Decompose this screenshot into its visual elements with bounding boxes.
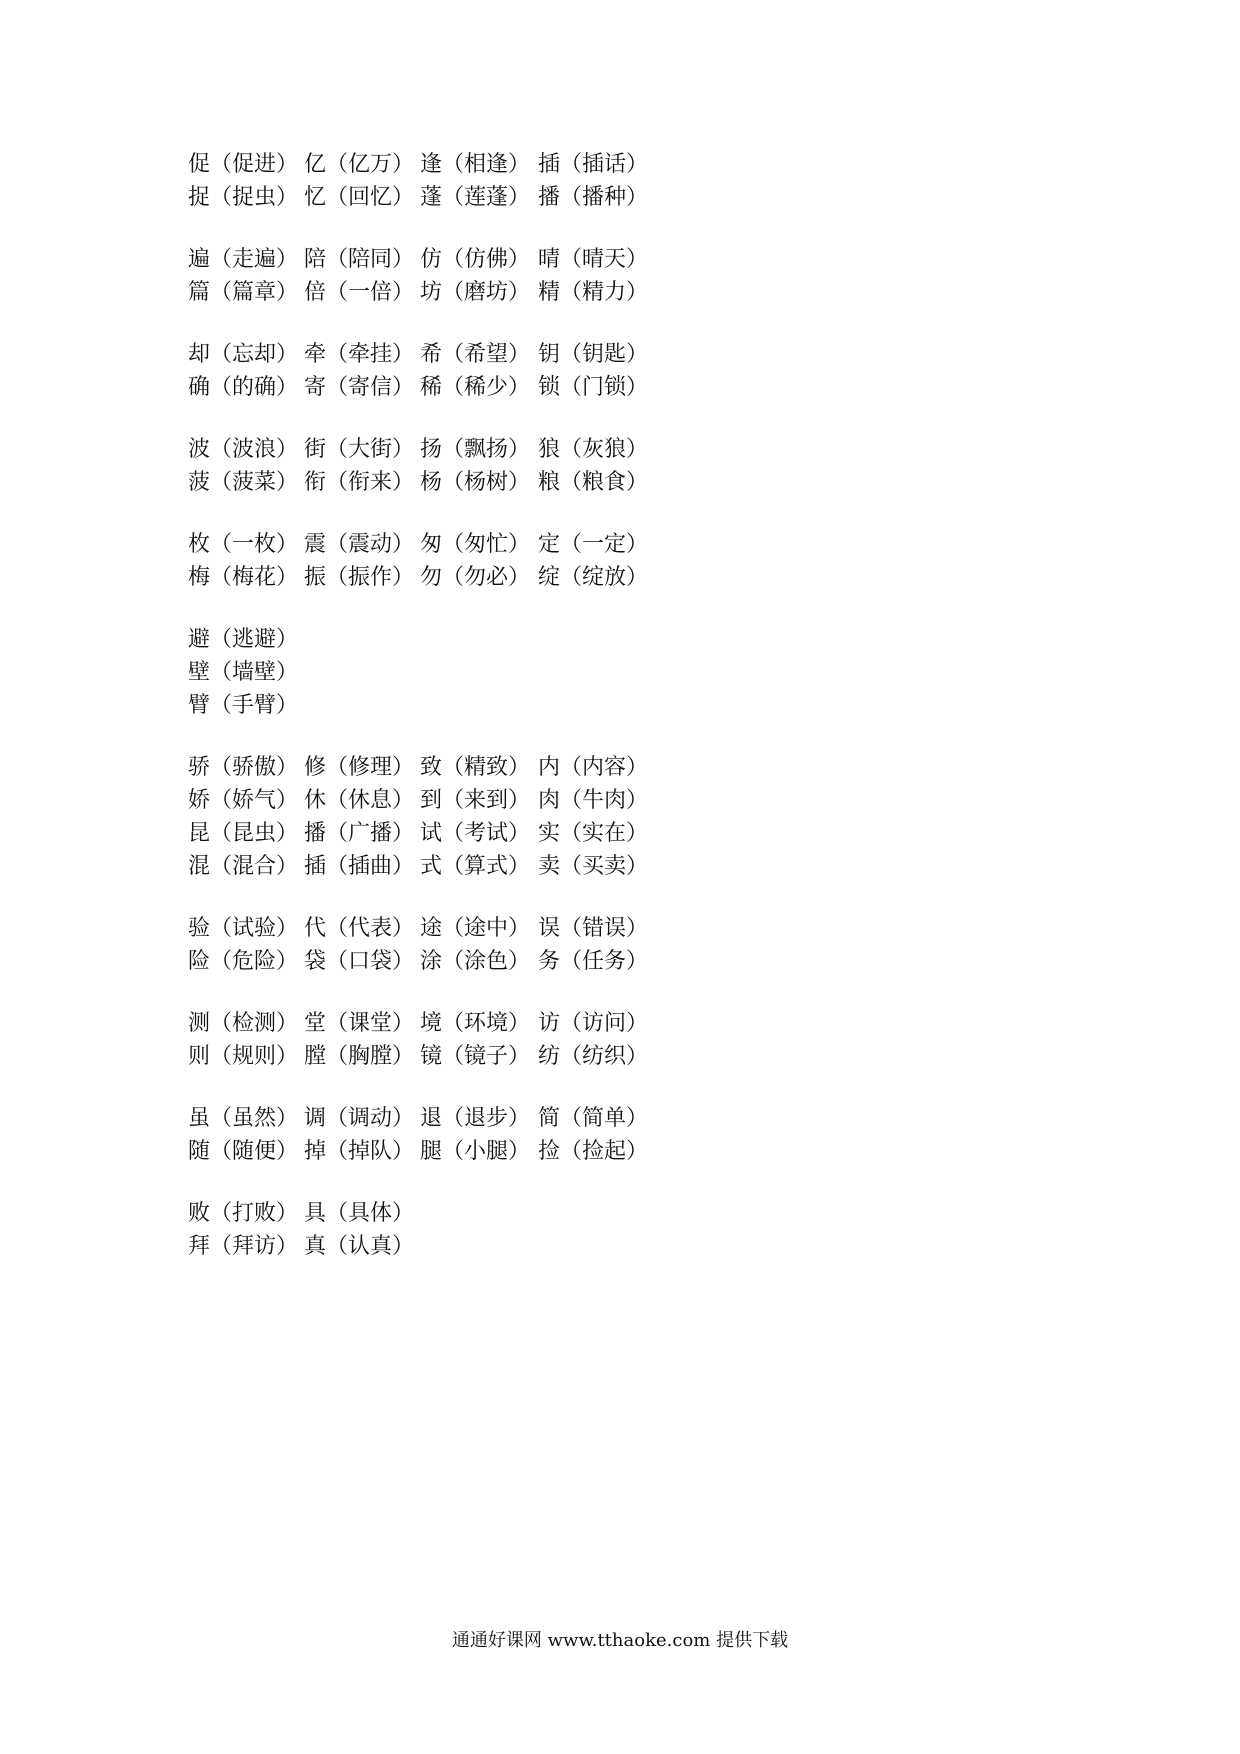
word-entry: 式（算式） — [420, 854, 531, 879]
word-entry: 虽（虽然） — [188, 1106, 299, 1131]
word-entry: 真（认真） — [304, 1234, 415, 1259]
word-entry: 堂（课堂） — [304, 1011, 415, 1036]
word-entry: 菠（菠菜） — [188, 470, 299, 495]
word-entry: 仿（仿佛） — [420, 247, 531, 272]
word-entry: 遍（走遍） — [188, 247, 299, 272]
word-entry: 涂（涂色） — [420, 949, 531, 974]
word-entry: 代（代表） — [304, 916, 415, 941]
word-entry: 退（退步） — [420, 1106, 531, 1131]
word-entry: 到（来到） — [420, 788, 531, 813]
word-entry: 娇（娇气） — [188, 788, 299, 813]
word-entry: 败（打败） — [188, 1201, 299, 1226]
word-entry: 倍（一倍） — [304, 280, 415, 305]
word-entry: 希（希望） — [420, 342, 531, 367]
word-entry: 误（错误） — [538, 916, 649, 941]
word-entry: 稀（稀少） — [420, 375, 531, 400]
word-entry: 修（修理） — [304, 755, 415, 780]
word-entry: 袋（口袋） — [304, 949, 415, 974]
word-entry: 振（振作） — [304, 565, 415, 590]
word-entry: 境（环境） — [420, 1011, 531, 1036]
footer-text: 通通好课网 www.tthaoke.com 提供下载 — [451, 1630, 789, 1651]
word-entry: 内（内容） — [538, 755, 649, 780]
word-entry: 测（检测） — [188, 1011, 299, 1036]
word-entry: 忆（回忆） — [304, 185, 415, 210]
word-entry: 休（休息） — [304, 788, 415, 813]
word-entry: 勿（勿必） — [420, 565, 531, 590]
word-entry: 狼（灰狼） — [538, 437, 649, 462]
word-entry: 捡（捡起） — [538, 1139, 649, 1164]
word-entry: 昆（昆虫） — [188, 821, 299, 846]
word-entry: 避（逃避） — [188, 627, 299, 652]
word-entry: 骄（骄傲） — [188, 755, 299, 780]
word-entry: 粮（粮食） — [538, 470, 649, 495]
word-entry: 确（的确） — [188, 375, 299, 400]
word-entry: 实（实在） — [538, 821, 649, 846]
word-entry: 波（波浪） — [188, 437, 299, 462]
word-entry: 验（试验） — [188, 916, 299, 941]
word-entry: 混（混合） — [188, 854, 299, 879]
word-entry: 枚（一枚） — [188, 532, 299, 557]
word-entry: 途（途中） — [420, 916, 531, 941]
word-entry: 膛（胸膛） — [304, 1044, 415, 1069]
word-entry: 调（调动） — [304, 1106, 415, 1131]
word-entry: 促（促进） — [188, 152, 299, 177]
word-entry: 臂（手臂） — [188, 693, 299, 718]
word-entry: 锁（门锁） — [538, 375, 649, 400]
word-entry: 扬（飘扬） — [420, 437, 531, 462]
word-entry: 牵（牵挂） — [304, 342, 415, 367]
word-entry: 简（简单） — [538, 1106, 649, 1131]
word-entry: 篇（篇章） — [188, 280, 299, 305]
word-entry: 插（插曲） — [304, 854, 415, 879]
word-entry: 务（任务） — [538, 949, 649, 974]
word-entry: 衔（衔来） — [304, 470, 415, 495]
word-entry: 则（规则） — [188, 1044, 299, 1069]
word-entry: 绽（绽放） — [538, 565, 649, 590]
word-entry: 具（具体） — [304, 1201, 415, 1226]
word-entry: 却（忘却） — [188, 342, 299, 367]
word-entry: 匆（匆忙） — [420, 532, 531, 557]
word-entry: 震（震动） — [304, 532, 415, 557]
word-entry: 肉（牛肉） — [538, 788, 649, 813]
word-entry: 亿（亿万） — [304, 152, 415, 177]
word-entry: 拜（拜访） — [188, 1234, 299, 1259]
word-entry: 晴（晴天） — [538, 247, 649, 272]
word-entry: 捉（捉虫） — [188, 185, 299, 210]
word-entry: 寄（寄信） — [304, 375, 415, 400]
word-entry: 壁（墙壁） — [188, 660, 299, 685]
word-entry: 坊（磨坊） — [420, 280, 531, 305]
word-entry: 访（访问） — [538, 1011, 649, 1036]
word-entry: 陪（陪同） — [304, 247, 415, 272]
word-entry: 卖（买卖） — [538, 854, 649, 879]
word-entry: 镜（镜子） — [420, 1044, 531, 1069]
word-entry: 街（大街） — [304, 437, 415, 462]
word-entry: 播（广播） — [304, 821, 415, 846]
word-entry: 险（危险） — [188, 949, 299, 974]
word-entry: 掉（掉队） — [304, 1139, 415, 1164]
word-entry: 腿（小腿） — [420, 1139, 531, 1164]
word-entry: 定（一定） — [538, 532, 649, 557]
word-entry: 致（精致） — [420, 755, 531, 780]
word-entry: 播（播种） — [538, 185, 649, 210]
word-entry: 杨（杨树） — [420, 470, 531, 495]
word-entry: 试（考试） — [420, 821, 531, 846]
word-entry: 纺（纺织） — [538, 1044, 649, 1069]
word-entry: 蓬（莲蓬） — [420, 185, 531, 210]
word-entry: 精（精力） — [538, 280, 649, 305]
word-entry: 钥（钥匙） — [538, 342, 649, 367]
word-entry: 逢（相逢） — [420, 152, 531, 177]
word-entry: 梅（梅花） — [188, 565, 299, 590]
word-entry: 随（随便） — [188, 1139, 299, 1164]
word-entry: 插（插话） — [538, 152, 649, 177]
